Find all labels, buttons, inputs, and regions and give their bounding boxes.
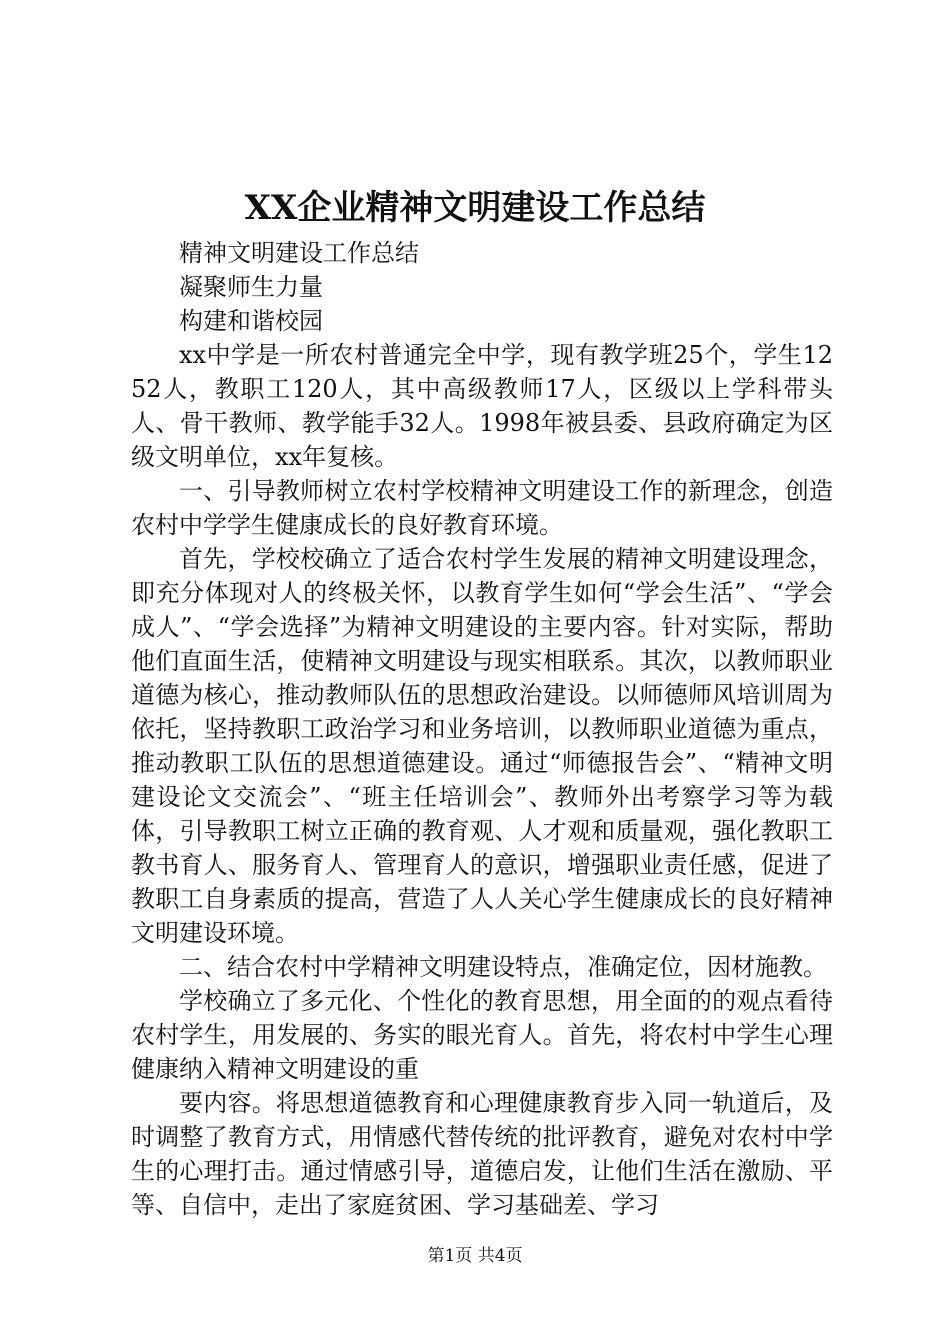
paragraph-subtitle-3: 构建和谐校园	[179, 307, 323, 335]
paragraph-section-2-heading: 二、结合农村中学精神文明建设特点，准确定位，因材施教。	[179, 953, 827, 981]
document-body	[131, 236, 833, 1222]
paragraph-subtitle-1: 精神文明建设工作总结	[179, 239, 419, 267]
document-title: XX企业精神文明建设工作总结	[244, 188, 706, 228]
paragraph-subtitle-2: 凝聚师生力量	[179, 273, 323, 301]
page-number-footer: 第1页 共4页	[427, 1246, 523, 1266]
paragraph-section-2-body: 学校确立了多元化、个性化的教育思想，用全面的的观点看待农村学生，用发展的、务实的眼光育人。首先，将农村中学生心理健康纳入精神文明建设的重	[131, 987, 833, 1083]
paragraph-section-1-heading: 一、引导教师树立农村学校精神文明建设工作的新理念，创造农村中学学生健康成长的良好教育环境。	[131, 477, 833, 539]
paragraph-section-1-body: 首先，学校校确立了适合农村学生发展的精神文明建设理念，即充分体现对人的终极关怀，以教育学生如何“学会生活”、“学会成人”、“学会选择”为精神文明建设的主要内容。针对实际，帮助他们直面生活，使精神文明建设与现实相联系。其次，以教师职业道德为核心，推动教师队伍的思想政治建设。以师德师风培训周为依托，坚持教职工政治学习和业务培训，以教师职业道德为重点，推动教职工队伍的思想道德建设。通过“师德报告会”、“精神文明建设论文交流会”、“班主任培训会”、教师外出考察学习等为载体，引导教职工树立正确的教育观、人才观和质量观，强化教职工教书育人、服务育人、管理育人的意识，增强职业责任感，促进了教职工自身素质的提高，营造了人人关心学生健康成长的良好精神文明建设环境。	[131, 545, 833, 947]
paragraph-section-2-continued: 要内容。将思想道德教育和心理健康教育步入同一轨道后，及时调整了教育方式，用情感代替传统的批评教育，避免对农村中学生的心理打击。通过情感引导，道德启发，让他们生活在激励、平等、自信中，走出了家庭贫困、学习基础差、学习	[131, 1089, 833, 1219]
paragraph-intro: xx中学是一所农村普通完全中学，现有教学班25个，学生1252人，教职工120人，其中高级教师17人，区级以上学科带头人、骨干教师、教学能手32人。1998年被县委、县政府确定为区级文明单位，xx年复核。	[131, 341, 833, 471]
